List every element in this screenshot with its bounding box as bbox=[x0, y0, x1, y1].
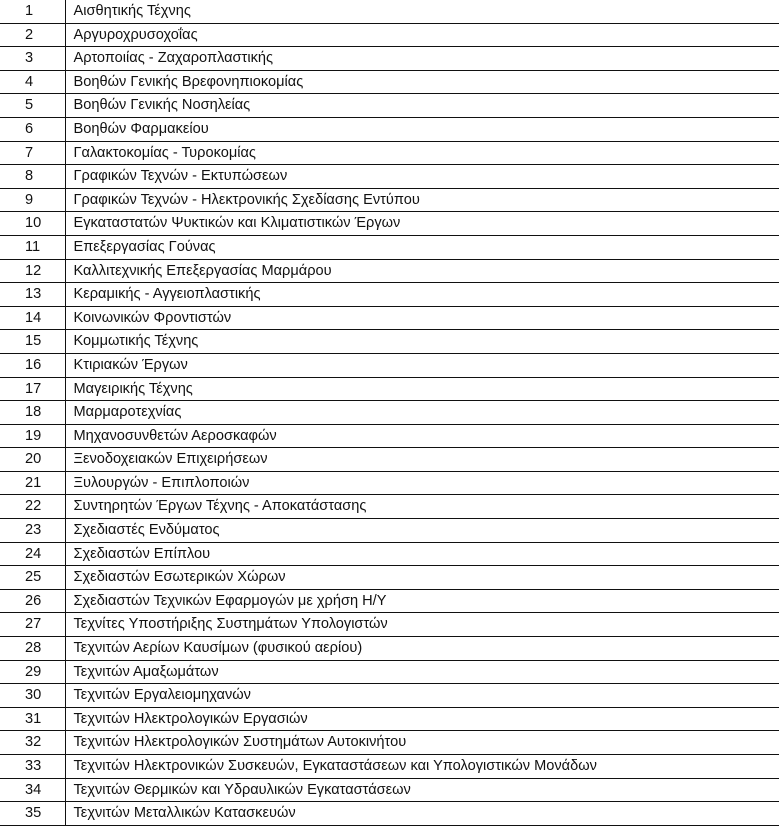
table-row bbox=[0, 70, 779, 94]
table-row bbox=[0, 141, 779, 165]
specialty-name: Αργυροχρυσοχοΐας bbox=[65, 23, 779, 47]
table-row bbox=[0, 94, 779, 118]
table-row bbox=[0, 731, 779, 755]
row-number: 19 bbox=[0, 424, 65, 448]
specialty-name: Τεχνιτών Ηλεκτρονικών Συσκευών, Εγκαταστάσεων και Υπολογιστικών Μονάδων bbox=[65, 755, 779, 779]
row-number: 25 bbox=[0, 566, 65, 590]
row-number: 14 bbox=[0, 306, 65, 330]
table-row bbox=[0, 212, 779, 236]
table-row bbox=[0, 802, 779, 826]
table-row bbox=[0, 188, 779, 212]
table-row bbox=[0, 613, 779, 637]
row-number: 24 bbox=[0, 542, 65, 566]
row-number: 22 bbox=[0, 495, 65, 519]
row-number: 28 bbox=[0, 637, 65, 661]
table-row bbox=[0, 495, 779, 519]
specialty-name: Τεχνιτών Αμαξωμάτων bbox=[65, 660, 779, 684]
table-row bbox=[0, 259, 779, 283]
table-row bbox=[0, 589, 779, 613]
specialty-name: Μηχανοσυνθετών Αεροσκαφών bbox=[65, 424, 779, 448]
table-row bbox=[0, 235, 779, 259]
specialty-name: Σχεδιαστές Ενδύματος bbox=[65, 519, 779, 543]
table-row bbox=[0, 542, 779, 566]
specialty-name: Γραφικών Τεχνών - Εκτυπώσεων bbox=[65, 165, 779, 189]
specialty-name: Ξυλουργών - Επιπλοποιών bbox=[65, 471, 779, 495]
row-number: 30 bbox=[0, 684, 65, 708]
row-number: 10 bbox=[0, 212, 65, 236]
table-row bbox=[0, 117, 779, 141]
row-number: 13 bbox=[0, 283, 65, 307]
table-row bbox=[0, 684, 779, 708]
specialty-name: Βοηθών Γενικής Νοσηλείας bbox=[65, 94, 779, 118]
row-number: 12 bbox=[0, 259, 65, 283]
table-row bbox=[0, 755, 779, 779]
specialty-name: Σχεδιαστών Εσωτερικών Χώρων bbox=[65, 566, 779, 590]
row-number: 32 bbox=[0, 731, 65, 755]
table-row bbox=[0, 637, 779, 661]
table-row bbox=[0, 0, 779, 23]
table-row bbox=[0, 377, 779, 401]
table-row bbox=[0, 448, 779, 472]
specialty-name: Κοινωνικών Φροντιστών bbox=[65, 306, 779, 330]
row-number: 20 bbox=[0, 448, 65, 472]
specialty-name: Γαλακτοκομίας - Τυροκομίας bbox=[65, 141, 779, 165]
specialty-name: Ξενοδοχειακών Επιχειρήσεων bbox=[65, 448, 779, 472]
row-number: 11 bbox=[0, 235, 65, 259]
table-row bbox=[0, 566, 779, 590]
specialty-name: Σχεδιαστών Επίπλου bbox=[65, 542, 779, 566]
table-row bbox=[0, 401, 779, 425]
table-row bbox=[0, 778, 779, 802]
row-number: 26 bbox=[0, 589, 65, 613]
specialty-name: Τεχνιτών Αερίων Καυσίμων (φυσικού αερίου) bbox=[65, 637, 779, 661]
row-number: 4 bbox=[0, 70, 65, 94]
row-number: 2 bbox=[0, 23, 65, 47]
row-number: 16 bbox=[0, 353, 65, 377]
table-row bbox=[0, 353, 779, 377]
specialty-name: Τεχνιτών Ηλεκτρολογικών Συστημάτων Αυτοκινήτου bbox=[65, 731, 779, 755]
specialty-name: Τεχνιτών Ηλεκτρολογικών Εργασιών bbox=[65, 707, 779, 731]
row-number: 9 bbox=[0, 188, 65, 212]
row-number: 3 bbox=[0, 47, 65, 71]
specialty-name: Σχεδιαστών Τεχνικών Εφαρμογών με χρήση Η/Υ bbox=[65, 589, 779, 613]
specialty-name: Μαρμαροτεχνίας bbox=[65, 401, 779, 425]
row-number: 33 bbox=[0, 755, 65, 779]
row-number: 23 bbox=[0, 519, 65, 543]
table-row bbox=[0, 519, 779, 543]
row-number: 1 bbox=[0, 0, 65, 23]
specialty-name: Καλλιτεχνικής Επεξεργασίας Μαρμάρου bbox=[65, 259, 779, 283]
specialty-name: Συντηρητών Έργων Τέχνης - Αποκατάστασης bbox=[65, 495, 779, 519]
row-number: 34 bbox=[0, 778, 65, 802]
table-row bbox=[0, 165, 779, 189]
specialty-name: Εγκαταστατών Ψυκτικών και Κλιματιστικών Έργων bbox=[65, 212, 779, 236]
row-number: 21 bbox=[0, 471, 65, 495]
row-number: 17 bbox=[0, 377, 65, 401]
table-row bbox=[0, 471, 779, 495]
specialty-name: Βοηθών Γενικής Βρεφονηπιοκομίας bbox=[65, 70, 779, 94]
row-number: 31 bbox=[0, 707, 65, 731]
specialty-name: Κομμωτικής Τέχνης bbox=[65, 330, 779, 354]
row-number: 18 bbox=[0, 401, 65, 425]
table-row bbox=[0, 306, 779, 330]
row-number: 29 bbox=[0, 660, 65, 684]
table-row bbox=[0, 283, 779, 307]
specialty-name: Μαγειρικής Τέχνης bbox=[65, 377, 779, 401]
specialty-name: Αρτοποιίας - Ζαχαροπλαστικής bbox=[65, 47, 779, 71]
specialty-name: Βοηθών Φαρμακείου bbox=[65, 117, 779, 141]
specialty-name: Τεχνίτες Υποστήριξης Συστημάτων Υπολογιστών bbox=[65, 613, 779, 637]
table-row bbox=[0, 47, 779, 71]
row-number: 35 bbox=[0, 802, 65, 826]
specialty-name: Τεχνιτών Μεταλλικών Κατασκευών bbox=[65, 802, 779, 826]
table-row bbox=[0, 424, 779, 448]
row-number: 8 bbox=[0, 165, 65, 189]
specialty-name: Τεχνιτών Θερμικών και Υδραυλικών Εγκαταστάσεων bbox=[65, 778, 779, 802]
table-row bbox=[0, 660, 779, 684]
table-row bbox=[0, 707, 779, 731]
table-row bbox=[0, 23, 779, 47]
specialty-name: Τεχνιτών Εργαλειομηχανών bbox=[65, 684, 779, 708]
row-number: 6 bbox=[0, 117, 65, 141]
row-number: 5 bbox=[0, 94, 65, 118]
specialty-name: Επεξεργασίας Γούνας bbox=[65, 235, 779, 259]
specialty-name: Αισθητικής Τέχνης bbox=[65, 0, 779, 23]
row-number: 7 bbox=[0, 141, 65, 165]
specialty-name: Γραφικών Τεχνών - Ηλεκτρονικής Σχεδίασης Εντύπου bbox=[65, 188, 779, 212]
specialty-name: Κτιριακών Έργων bbox=[65, 353, 779, 377]
row-number: 15 bbox=[0, 330, 65, 354]
table-row bbox=[0, 330, 779, 354]
specialty-name: Κεραμικής - Αγγειοπλαστικής bbox=[65, 283, 779, 307]
row-number: 27 bbox=[0, 613, 65, 637]
